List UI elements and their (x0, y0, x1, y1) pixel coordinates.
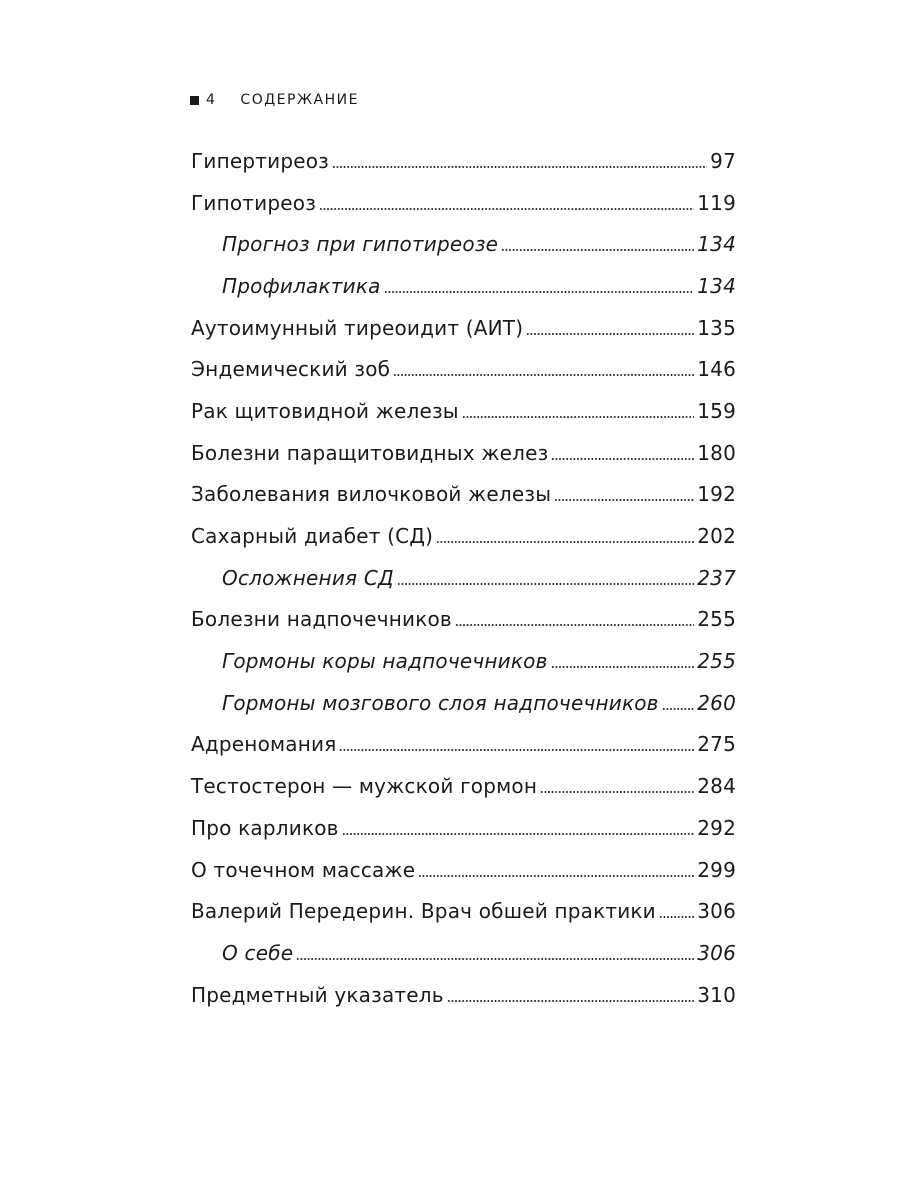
toc-entry-page-number: 237 (697, 565, 736, 590)
dot-leader (384, 291, 695, 293)
toc-entry (191, 348, 736, 390)
toc-entry-page-number: 134 (697, 273, 736, 298)
dot-leader (332, 166, 707, 168)
table-of-contents (191, 140, 736, 1015)
toc-entry-title: Гипотиреоз (191, 190, 317, 215)
toc-entry (191, 724, 736, 766)
toc-entry-title: О себе (222, 940, 294, 965)
header-section-title: СОДЕРЖАНИЕ (240, 92, 359, 108)
toc-entry-title: Эндемический зоб (191, 357, 391, 382)
toc-entry-page-number: 284 (697, 774, 736, 799)
dot-leader (526, 333, 694, 335)
toc-entry-page-number: 260 (697, 690, 736, 715)
dot-leader (462, 416, 694, 418)
toc-entry-page-number: 255 (697, 649, 736, 674)
toc-entry-title: Рак щитовидной железы (191, 398, 459, 423)
toc-entry-title: О точечном массаже (191, 857, 416, 882)
dot-leader (397, 583, 694, 585)
toc-entry-title: Предметный указатель (191, 982, 444, 1007)
dot-leader (418, 875, 694, 877)
toc-subentry (191, 640, 736, 682)
dot-leader (296, 958, 694, 960)
toc-entry (191, 474, 736, 516)
dot-leader (659, 916, 694, 918)
toc-entry-title: Адреномания (191, 732, 337, 757)
toc-entry-title: Аутоимунный тиреоидит (АИТ) (191, 315, 524, 340)
dot-leader (501, 249, 694, 251)
toc-entry-page-number: 119 (697, 190, 736, 215)
toc-subentry (191, 557, 736, 599)
dot-leader (342, 833, 695, 835)
toc-entry-title: Прогноз при гипотиреозе (222, 232, 499, 257)
toc-entry-page-number: 134 (697, 232, 736, 257)
toc-entry-page-number: 135 (697, 315, 736, 340)
page-header (190, 88, 359, 112)
toc-entry-title: Гипертиреоз (191, 148, 329, 173)
toc-entry (191, 515, 736, 557)
toc-entry-page-number: 310 (697, 982, 736, 1007)
dot-leader (662, 708, 695, 710)
toc-entry-page-number: 146 (697, 357, 736, 382)
toc-entry-title: Болезни паращитовидных желез (191, 440, 549, 465)
toc-entry-title: Гормоны мозгового слоя надпочечников (222, 690, 659, 715)
toc-entry (191, 765, 736, 807)
toc-entry-title: Заболевания вилочковой железы (191, 482, 552, 507)
toc-entry-page-number: 306 (697, 940, 736, 965)
toc-entry-page-number: 180 (697, 440, 736, 465)
toc-subentry (191, 932, 736, 974)
toc-entry-page-number: 306 (697, 899, 736, 924)
toc-entry-page-number: 159 (697, 398, 736, 423)
toc-entry (191, 307, 736, 349)
toc-entry-title: Валерий Передерин. Врач обшей практики (191, 899, 656, 924)
toc-entry (191, 849, 736, 891)
toc-subentry (191, 682, 736, 724)
toc-entry-title: Болезни надпочечников (191, 607, 452, 632)
toc-entry (191, 432, 736, 474)
toc-entry-title: Про карликов (191, 815, 339, 840)
toc-entry-title: Профилактика (222, 273, 381, 298)
toc-entry (191, 599, 736, 641)
toc-entry (191, 890, 736, 932)
toc-entry-title: Гормоны коры надпочечников (222, 649, 548, 674)
dot-leader (455, 624, 694, 626)
toc-entry (191, 390, 736, 432)
dot-leader (551, 666, 695, 668)
toc-entry (191, 182, 736, 224)
toc-entry-page-number: 255 (697, 607, 736, 632)
dot-leader (447, 1000, 694, 1002)
dot-leader (319, 208, 694, 210)
dot-leader (551, 458, 694, 460)
toc-entry-title: Сахарный диабет (СД) (191, 524, 434, 549)
toc-subentry (191, 223, 736, 265)
toc-subentry (191, 265, 736, 307)
toc-entry-page-number: 97 (710, 148, 736, 173)
dot-leader (393, 374, 694, 376)
toc-entry (191, 140, 736, 182)
dot-leader (540, 791, 694, 793)
toc-entry-title: Тестостерон — мужской гормон (191, 774, 538, 799)
dot-leader (554, 499, 694, 501)
header-page-number: 4 (206, 92, 217, 108)
toc-entry (191, 807, 736, 849)
toc-entry-title: Осложнения СД (222, 565, 394, 590)
toc-entry-page-number: 192 (697, 482, 736, 507)
toc-entry-page-number: 275 (697, 732, 736, 757)
toc-entry (191, 974, 736, 1016)
toc-entry-page-number: 292 (697, 815, 736, 840)
dot-leader (339, 749, 694, 751)
dot-leader (436, 541, 694, 543)
toc-entry-page-number: 202 (697, 524, 736, 549)
header-bullet-square (190, 96, 199, 105)
toc-entry-page-number: 299 (697, 857, 736, 882)
